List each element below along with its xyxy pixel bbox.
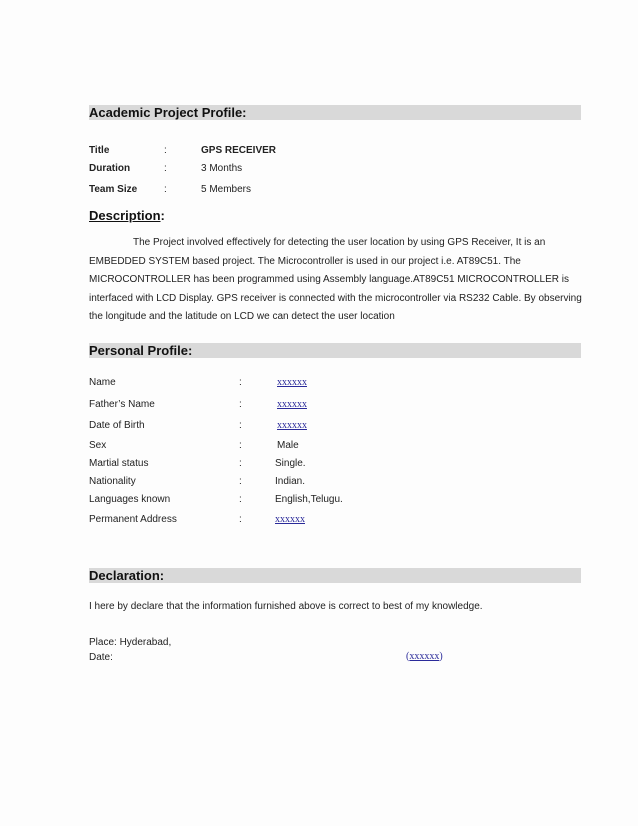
signature: [406, 651, 443, 662]
team-size-label: Team Size: [89, 184, 138, 195]
colon: :: [239, 420, 242, 431]
description-heading-colon: :: [160, 208, 165, 223]
colon: :: [164, 184, 167, 195]
duration-label: Duration: [89, 163, 131, 174]
personal-heading-bar: [89, 343, 581, 358]
title-label: Title: [89, 145, 110, 156]
title-value: GPS RECEIVER: [201, 145, 277, 156]
declaration-heading: Declaration:: [89, 568, 165, 583]
personal-label: Nationality: [89, 476, 136, 487]
personal-label: Languages known: [89, 494, 171, 505]
declaration-heading-bar: [89, 568, 581, 583]
colon: :: [239, 494, 242, 505]
colon: :: [164, 163, 167, 174]
date: Date:: [89, 652, 113, 663]
personal-heading: Personal Profile:: [89, 343, 193, 358]
colon: :: [239, 514, 242, 525]
signature-close: ): [439, 651, 443, 662]
personal-value-link[interactable]: xxxxxx: [277, 420, 307, 431]
colon: :: [164, 145, 167, 156]
colon: :: [239, 476, 242, 487]
colon: :: [239, 458, 242, 469]
personal-label: Father’s Name: [89, 399, 155, 410]
personal-label: Date of Birth: [89, 420, 145, 431]
colon: :: [239, 377, 242, 388]
personal-value: Single.: [275, 458, 306, 469]
personal-label: Martial status: [89, 458, 149, 469]
signature-open: (: [406, 651, 410, 662]
personal-value: Indian.: [275, 476, 306, 487]
personal-label: Permanent Address: [89, 514, 177, 525]
academic-heading: Academic Project Profile:: [89, 105, 247, 120]
place: Place: Hyderabad,: [89, 637, 172, 648]
description-paragraph: [89, 234, 583, 327]
personal-value-link[interactable]: xxxxxx: [277, 399, 307, 410]
personal-value: Male: [277, 440, 299, 451]
personal-value: English,Telugu.: [275, 494, 343, 505]
description-heading: [89, 208, 165, 223]
personal-value-link[interactable]: xxxxxx: [275, 514, 305, 525]
description-heading-text: Description: [89, 208, 161, 223]
declaration-statement: I here by declare that the information furnished above is correct to best of my knowledge.: [89, 601, 483, 612]
team-size-value: 5 Members: [201, 184, 252, 195]
colon: :: [239, 399, 242, 410]
duration-value: 3 Months: [201, 163, 243, 174]
academic-heading-bar: [89, 105, 581, 120]
personal-value-link[interactable]: xxxxxx: [277, 377, 307, 388]
colon: :: [239, 440, 242, 451]
signature-link[interactable]: xxxxxx: [409, 651, 440, 662]
description-text: The Project involved effectively for detecting the user location by using GPS Receiver, It is an EMBEDDED SYSTEM based project. The Microcontroller is used in our project i.e. AT89C51. The MICROCONTROLLER has been programmed using Assembly language.AT89C51 MICROCONTROLLER is interfaced with LCD Display. GPS receiver is connected with the microcontroller via RS232 Cable. By observing the longitude and the latitude on LCD we can detect the user location: [89, 237, 582, 323]
personal-label: Name: [89, 377, 116, 388]
personal-label: Sex: [89, 440, 107, 451]
